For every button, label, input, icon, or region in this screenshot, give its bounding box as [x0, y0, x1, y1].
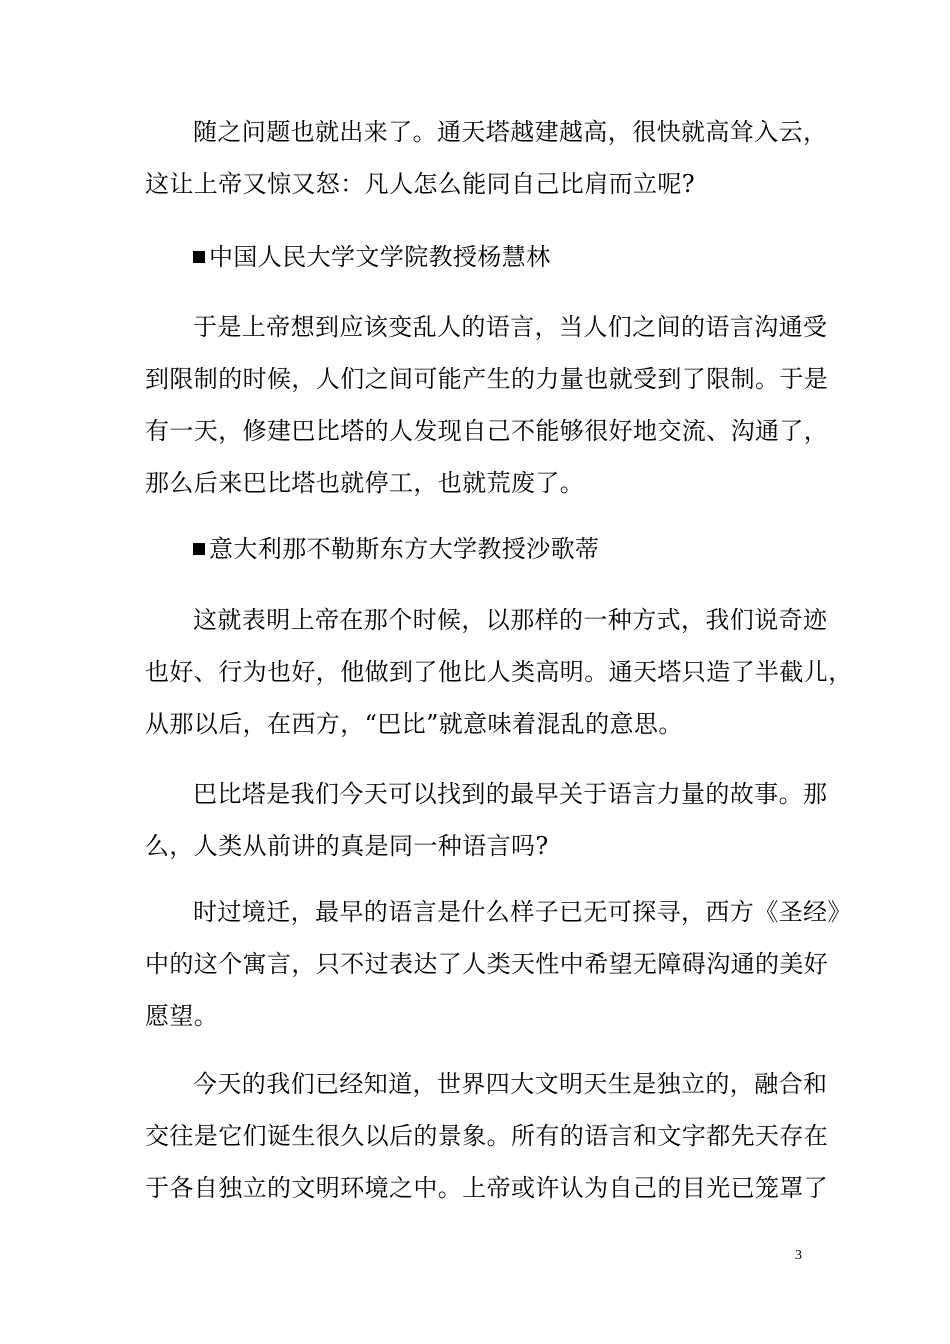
paragraph-line: 随之问题也就出来了。通天塔越建越高，很快就高耸入云，: [193, 118, 828, 146]
speaker-heading: [145, 523, 807, 575]
paragraph-line: 于是上帝想到应该变乱人的语言，当人们之间的语言沟通受: [193, 313, 828, 341]
paragraph-line: 从那以后，在西方，“巴比”就意味着混乱的意思。: [145, 710, 683, 738]
paragraph-line: 于各自独立的文明环境之中。上帝或许认为自己的目光已笼罩了: [145, 1174, 829, 1202]
paragraph-line: 有一天，修建巴比塔的人发现自己不能够很好地交流、沟通了，: [145, 417, 829, 445]
paragraph-line: 交往是它们诞生很久以后的景象。所有的语言和文字都先天存在: [145, 1122, 829, 1150]
paragraph: [145, 301, 829, 509]
speaker-name: 意大利那不勒斯东方大学教授沙歌蒂: [209, 535, 600, 563]
paragraph-line: 时过境迁，最早的语言是什么样子已无可探寻，西方《圣经》: [193, 898, 852, 926]
paragraph-line: 愿望。: [145, 1002, 219, 1030]
paragraph-line: 巴比塔是我们今天可以找到的最早关于语言力量的故事。那: [193, 780, 828, 808]
paragraph-line: 么，人类从前讲的真是同一种语言吗?: [145, 832, 549, 860]
paragraph-line: 中的这个寓言，只不过表达了人类天性中希望无障碍沟通的美好: [145, 950, 829, 978]
paragraph-line: 到限制的时候，人们之间可能产生的力量也就受到了限制。于是: [145, 365, 829, 393]
speaker-heading: [145, 231, 807, 283]
square-bullet-icon: [193, 251, 205, 263]
speaker-name: 中国人民大学文学院教授杨慧林: [209, 243, 551, 271]
paragraph: [145, 106, 828, 210]
paragraph-line: 这就表明上帝在那个时候，以那样的一种方式，我们说奇迹: [193, 606, 828, 634]
paragraph: [145, 886, 852, 1042]
page-number: 3: [795, 1248, 802, 1263]
paragraph-line: 也好、行为也好，他做到了他比人类高明。通天塔只造了半截儿，: [145, 658, 853, 686]
paragraph: [145, 594, 853, 750]
square-bullet-icon: [193, 543, 205, 555]
paragraph: [145, 1058, 829, 1214]
paragraph-line: 这让上帝又惊又怒：凡人怎么能同自己比肩而立呢?: [145, 170, 696, 198]
paragraph-line: 那么后来巴比塔也就停工，也就荒废了。: [145, 469, 585, 497]
paragraph-line: 今天的我们已经知道，世界四大文明天生是独立的，融合和: [193, 1070, 828, 1098]
paragraph: [145, 768, 828, 872]
